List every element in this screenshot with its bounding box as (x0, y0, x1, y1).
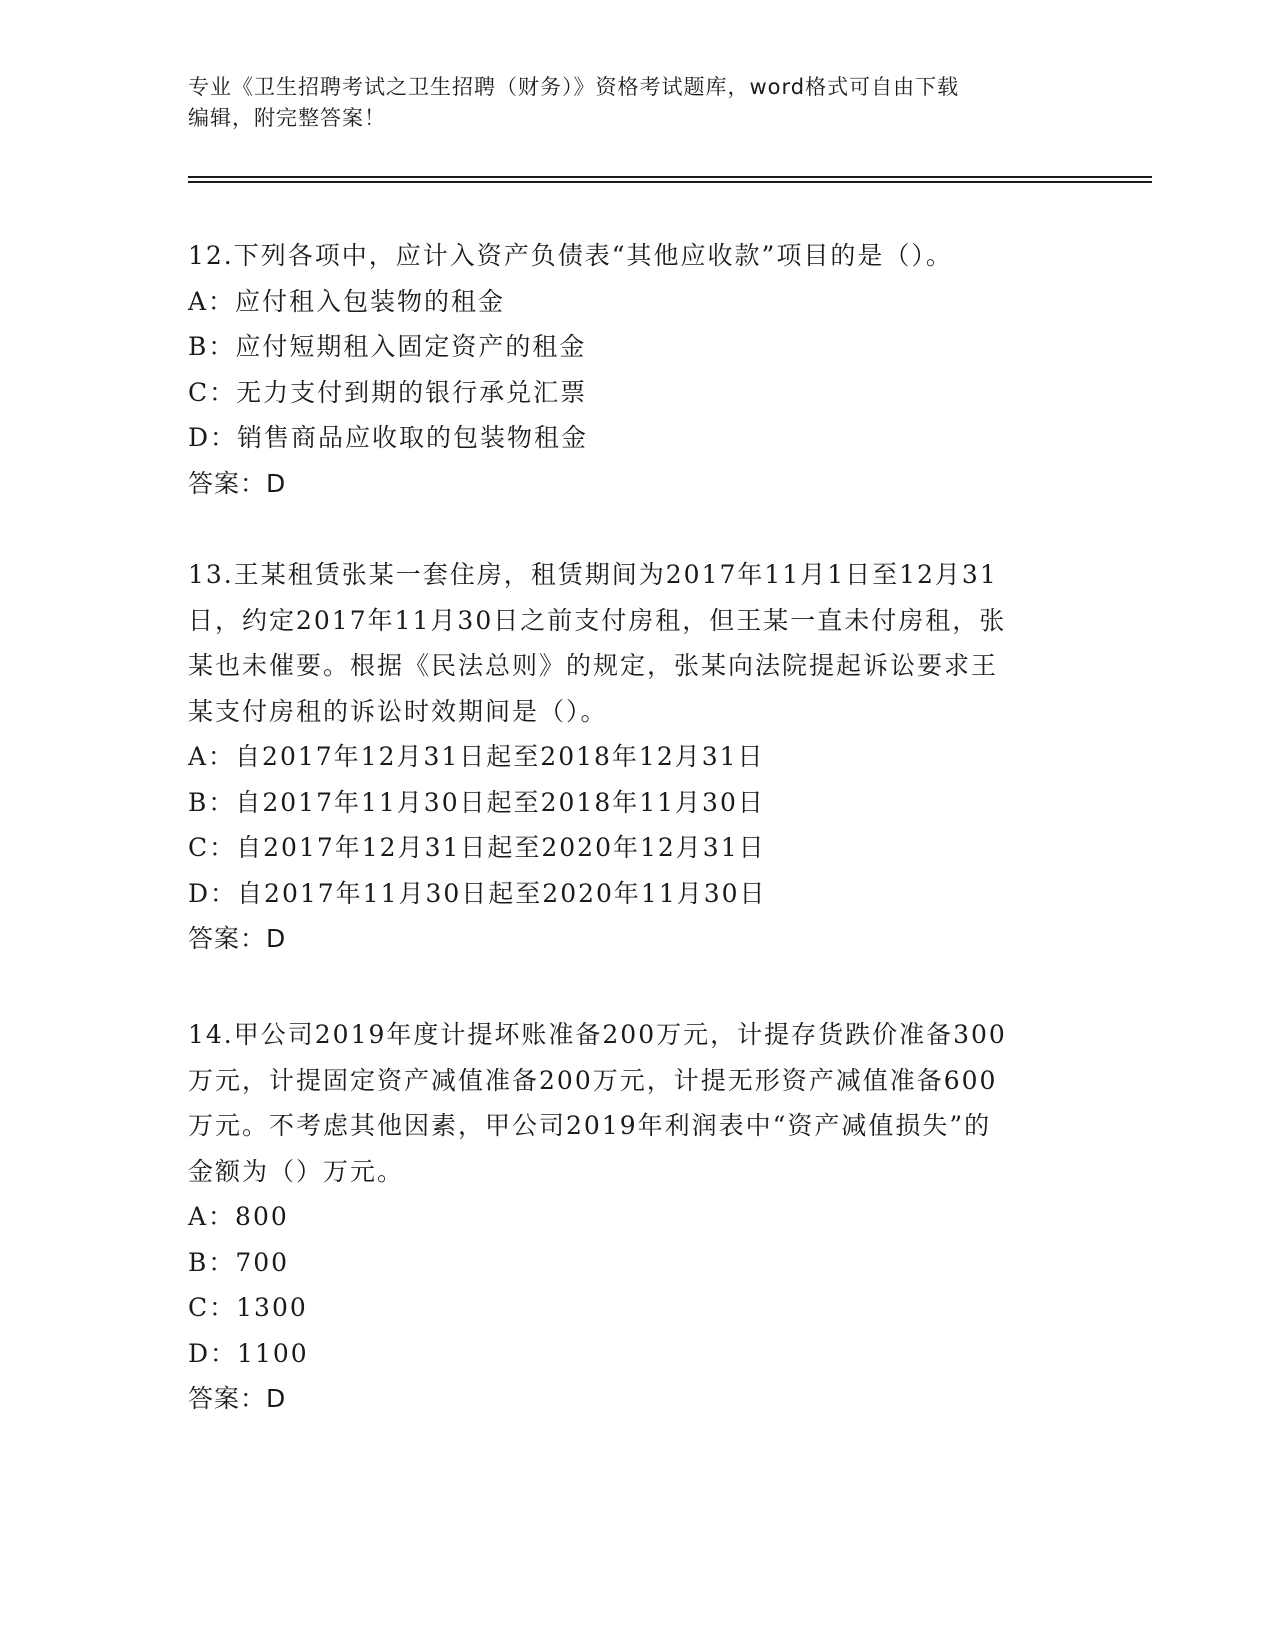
header-divider-top (188, 176, 1152, 178)
header-divider-bottom (188, 181, 1152, 183)
option-b: B：应付短期租入固定资产的租金 (188, 332, 587, 361)
question-stem-line: 万元。不考虑其他因素，甲公司2019年利润表中“资产减值损失”的 (188, 1111, 992, 1140)
question-13 (188, 552, 1078, 962)
option-a: A：自2017年12月31日起至2018年12月31日 (188, 742, 765, 771)
option-d: D：销售商品应收取的包装物租金 (188, 423, 589, 452)
question-14 (188, 1012, 1078, 1422)
question-stem-line: 某也未催要。根据《民法总则》的规定，张某向法院提起诉讼要求王 (188, 651, 999, 680)
question-12 (188, 233, 1078, 506)
option-d: D：自2017年11月30日起至2020年11月30日 (188, 878, 767, 908)
option-d: D：1100 (188, 1338, 309, 1368)
question-stem-line: 某支付房租的诉讼时效期间是（）。 (188, 696, 608, 726)
option-c: C：自2017年12月31日起至2020年12月31日 (188, 833, 766, 862)
option-c: C：无力支付到期的银行承兑汇票 (188, 377, 588, 407)
answer-line: 答案：D (188, 468, 287, 498)
option-a: A：800 (188, 1202, 289, 1231)
question-stem-line: 13.王某租赁张某一套住房，租赁期间为2017年11月1日至12月31 (188, 560, 998, 589)
option-a: A：应付租入包装物的租金 (188, 286, 506, 316)
option-b: B：700 (188, 1247, 290, 1277)
question-stem-line: 金额为（）万元。 (188, 1156, 405, 1186)
option-c: C：1300 (188, 1293, 308, 1322)
document-header (188, 72, 1068, 134)
question-stem-line: 日，约定2017年11月30日之前支付房租，但王某一直未付房租，张 (188, 605, 1007, 635)
question-stem-line: 14.甲公司2019年度计提坏账准备200万元，计提存货跌价准备300 (188, 1020, 1007, 1049)
question-stem: 12.下列各项中，应计入资产负债表“其他应收款”项目的是（）。 (188, 241, 953, 270)
question-stem-line: 万元，计提固定资产减值准备200万元，计提无形资产减值准备600 (188, 1065, 998, 1095)
answer-line: 答案：D (188, 1384, 287, 1413)
option-b: B：自2017年11月30日起至2018年11月30日 (188, 787, 765, 817)
answer-line: 答案：D (188, 924, 287, 953)
header-line-2: 编辑，附完整答案！ (188, 106, 386, 130)
header-line-1: 专业《卫生招聘考试之卫生招聘（财务）》资格考试题库，word格式可自由下载 (188, 75, 960, 99)
